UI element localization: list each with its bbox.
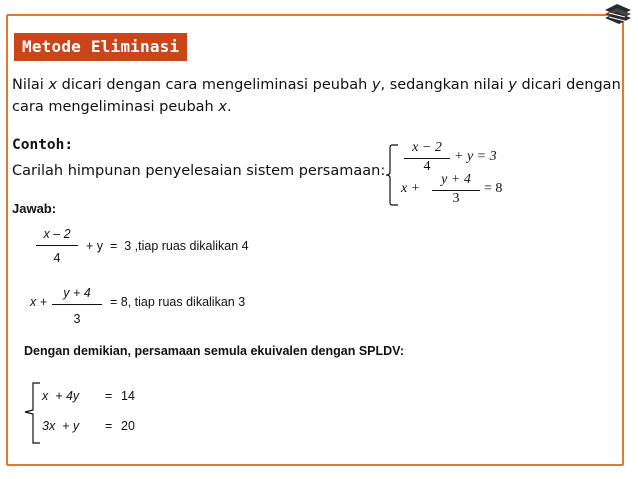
spldv-row2-lhs: 3x + y bbox=[42, 419, 80, 433]
page-title: Metode Eliminasi bbox=[14, 33, 187, 61]
eq2-lhs: x + bbox=[401, 181, 421, 196]
spldv-brace bbox=[22, 382, 42, 444]
eq2-rest: = 8 bbox=[484, 181, 503, 196]
eq1-rest: + y = 3 bbox=[454, 149, 497, 164]
answer-label: Jawab: bbox=[12, 201, 57, 216]
step1-denominator: 4 bbox=[53, 251, 61, 265]
example-label: Contoh: bbox=[12, 137, 74, 153]
example-task: Carilah himpunan penyelesaian sistem persamaan: bbox=[12, 163, 386, 179]
intro-paragraph: Nilai x dicari dengan cara mengeliminasi peubah y, sedangkan nilai y dicari dengan cara mengeliminasi peubah x. bbox=[12, 77, 621, 115]
step1-fraction-bar bbox=[36, 245, 78, 246]
spldv-row2-rhs: 20 bbox=[121, 419, 135, 433]
step2-denominator: 3 bbox=[73, 312, 81, 326]
eq2-denominator: 3 bbox=[452, 191, 460, 206]
spldv-row1-eq: = bbox=[105, 389, 113, 403]
eq1-numerator: x − 2 bbox=[412, 140, 442, 155]
spldv-row2-eq: = bbox=[105, 419, 113, 433]
book-stack-icon bbox=[603, 0, 633, 28]
step1-numerator: x – 2 bbox=[43, 227, 71, 241]
step2-rest: = 8, tiap ruas dikalikan 3 bbox=[110, 295, 246, 309]
step1-rest: + y = 3 ,tiap ruas dikalikan 4 bbox=[86, 239, 249, 253]
conclusion-text: Dengan demikian, persamaan semula ekuivalen dengan SPLDV: bbox=[24, 344, 404, 358]
eq2-numerator: y + 4 bbox=[441, 172, 471, 187]
step2-fraction-bar bbox=[52, 304, 102, 305]
system-brace bbox=[384, 144, 400, 206]
step2-numerator: y + 4 bbox=[63, 286, 91, 300]
step2-lhs: x + bbox=[30, 295, 48, 309]
spldv-row1-rhs: 14 bbox=[121, 389, 135, 403]
eq1-denominator: 4 bbox=[423, 159, 431, 174]
spldv-row1-lhs: x + 4y bbox=[42, 389, 80, 403]
